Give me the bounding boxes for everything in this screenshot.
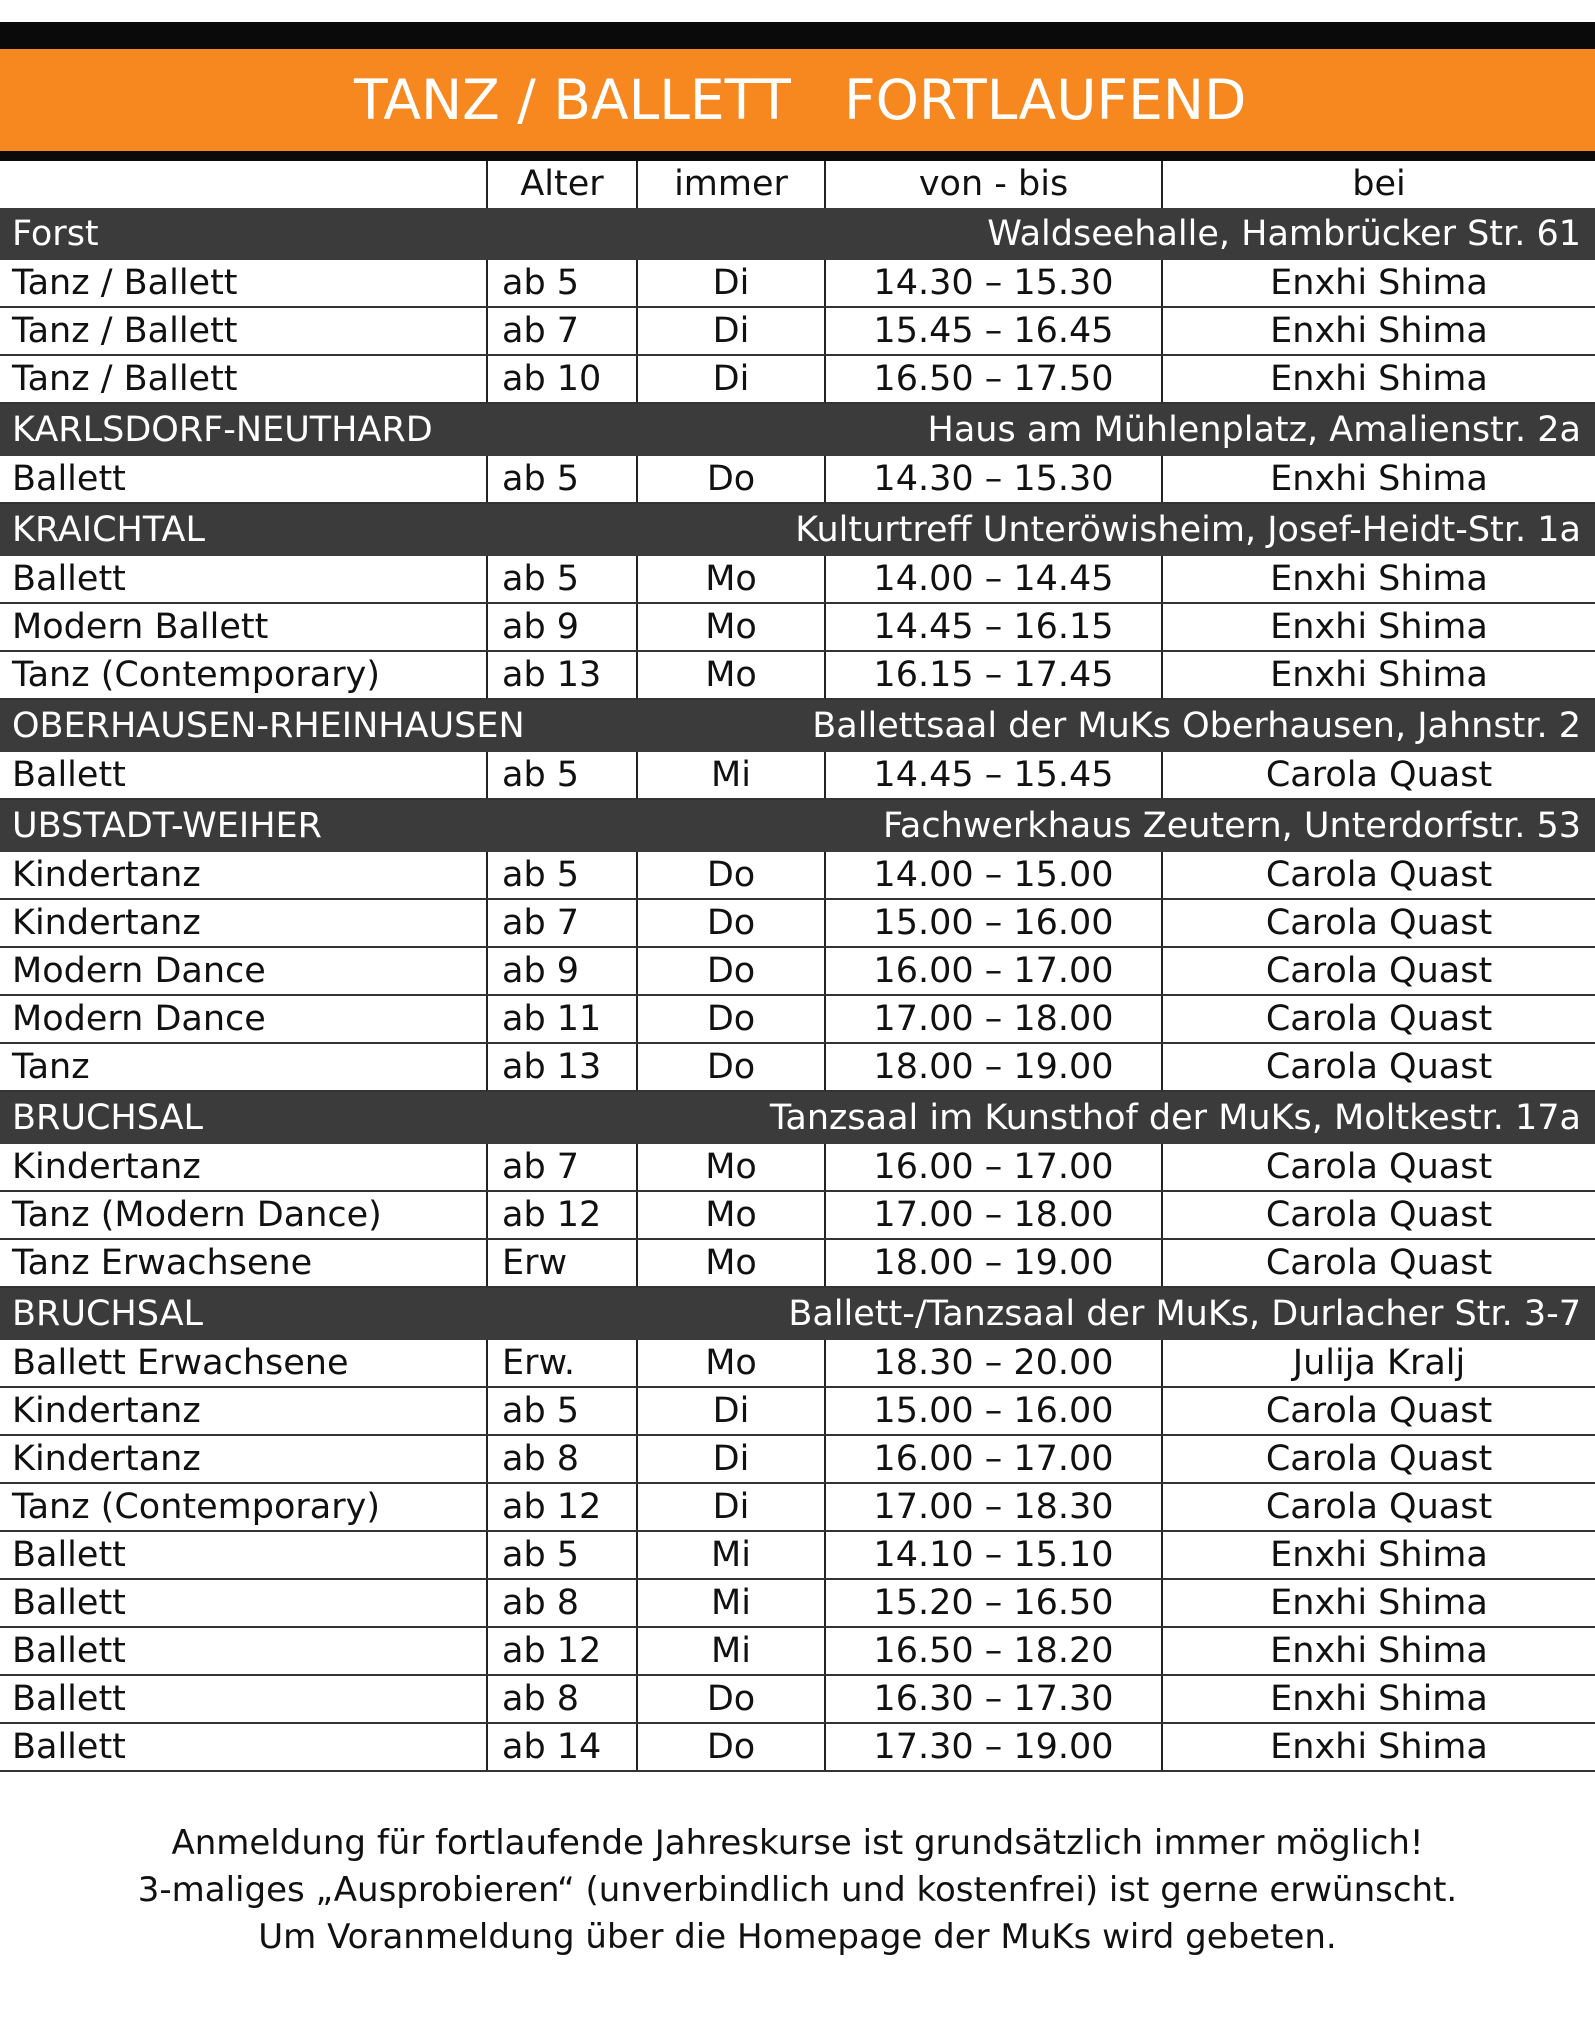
location-row [0,503,1595,556]
title-right: FORTLAUFEND [844,68,1247,132]
course-teacher: Carola Quast [1162,1043,1595,1091]
location-row [0,403,1595,456]
course-name: Ballett [0,1627,487,1675]
course-row [0,1483,1595,1531]
course-time: 18.30 – 20.00 [825,1340,1162,1387]
course-time: 14.45 – 16.15 [825,603,1162,651]
course-row [0,603,1595,651]
course-row [0,1144,1595,1191]
header-age: Alter [487,161,637,208]
course-row [0,1387,1595,1435]
course-name: Ballett [0,1675,487,1723]
course-row [0,260,1595,307]
course-age: ab 9 [487,947,637,995]
course-name: Tanz Erwachsene [0,1239,487,1287]
course-name: Ballett [0,1723,487,1771]
course-row [0,1627,1595,1675]
course-name: Ballett [0,1579,487,1627]
schedule-table [0,161,1595,1772]
course-teacher: Enxhi Shima [1162,1723,1595,1771]
course-row [0,651,1595,699]
course-day: Do [637,899,825,947]
course-name: Kindertanz [0,1435,487,1483]
course-name: Kindertanz [0,1144,487,1191]
course-age: ab 12 [487,1483,637,1531]
course-row [0,1579,1595,1627]
notes [0,1820,1595,1961]
course-day: Mi [637,752,825,799]
course-day: Mi [637,1531,825,1579]
course-name: Ballett Erwachsene [0,1340,487,1387]
course-age: ab 5 [487,752,637,799]
course-time: 16.15 – 17.45 [825,651,1162,699]
course-day: Di [637,260,825,307]
course-day: Mo [637,1144,825,1191]
course-teacher: Enxhi Shima [1162,556,1595,603]
course-age: ab 7 [487,1144,637,1191]
course-teacher: Carola Quast [1162,995,1595,1043]
course-name: Ballett [0,1531,487,1579]
course-name: Kindertanz [0,852,487,899]
course-teacher: Carola Quast [1162,1387,1595,1435]
course-age: ab 12 [487,1627,637,1675]
course-row [0,995,1595,1043]
course-day: Mo [637,1239,825,1287]
location-address: Waldseehalle, Hambrücker Str. 61 [637,208,1595,260]
note-line: 3-maliges „Ausprobieren“ (unverbindlich und kostenfrei) ist gerne erwünscht. [137,1870,1458,1910]
course-teacher: Enxhi Shima [1162,1531,1595,1579]
course-time: 17.00 – 18.00 [825,995,1162,1043]
note-line: Um Voranmeldung über die Homepage der MuKs wird gebeten. [258,1917,1337,1957]
course-time: 14.10 – 15.10 [825,1531,1162,1579]
course-name: Tanz [0,1043,487,1091]
course-age: ab 5 [487,1531,637,1579]
course-age: ab 5 [487,556,637,603]
course-age: ab 7 [487,307,637,355]
course-name: Tanz / Ballett [0,260,487,307]
course-day: Mo [637,1191,825,1239]
course-day: Di [637,307,825,355]
course-time: 14.30 – 15.30 [825,456,1162,503]
course-name: Modern Dance [0,947,487,995]
course-teacher: Carola Quast [1162,852,1595,899]
course-age: ab 5 [487,852,637,899]
course-day: Mo [637,603,825,651]
top-black-bar [0,22,1595,49]
course-day: Mo [637,651,825,699]
course-day: Do [637,1723,825,1771]
location-name: BRUCHSAL [0,1287,637,1340]
course-teacher: Enxhi Shima [1162,307,1595,355]
course-time: 14.45 – 15.45 [825,752,1162,799]
course-teacher: Carola Quast [1162,752,1595,799]
course-day: Mi [637,1579,825,1627]
course-age: ab 5 [487,260,637,307]
course-name: Kindertanz [0,1387,487,1435]
course-teacher: Carola Quast [1162,1435,1595,1483]
course-teacher: Enxhi Shima [1162,260,1595,307]
course-name: Kindertanz [0,899,487,947]
course-time: 16.50 – 18.20 [825,1627,1162,1675]
course-day: Do [637,852,825,899]
course-teacher: Enxhi Shima [1162,1579,1595,1627]
course-name: Tanz (Contemporary) [0,651,487,699]
course-time: 16.00 – 17.00 [825,1435,1162,1483]
schedule-body [0,161,1595,1771]
course-age: Erw [487,1239,637,1287]
location-address: Ballettsaal der MuKs Oberhausen, Jahnstr. 2 [637,699,1595,752]
course-age: ab 5 [487,1387,637,1435]
course-age: ab 13 [487,651,637,699]
course-day: Di [637,355,825,403]
course-row [0,752,1595,799]
location-name: KARLSDORF-NEUTHARD [0,403,637,456]
course-row [0,1435,1595,1483]
course-age: ab 8 [487,1675,637,1723]
header-day: immer [637,161,825,208]
title-left: TANZ / BALLETT [354,68,791,132]
location-name: UBSTADT-WEIHER [0,799,637,852]
location-name: BRUCHSAL [0,1091,637,1144]
course-age: ab 5 [487,456,637,503]
location-address: Ballett-/Tanzsaal der MuKs, Durlacher Str. 3-7 [637,1287,1595,1340]
course-teacher: Carola Quast [1162,1191,1595,1239]
course-time: 14.30 – 15.30 [825,260,1162,307]
header-course [0,161,487,208]
course-age: ab 7 [487,899,637,947]
location-name: OBERHAUSEN-RHEINHAUSEN [0,699,637,752]
course-teacher: Enxhi Shima [1162,1627,1595,1675]
course-teacher: Carola Quast [1162,947,1595,995]
location-name: KRAICHTAL [0,503,637,556]
course-teacher: Carola Quast [1162,1239,1595,1287]
banner-rule [0,151,1595,161]
course-time: 15.20 – 16.50 [825,1579,1162,1627]
course-teacher: Enxhi Shima [1162,603,1595,651]
course-teacher: Julija Kralj [1162,1340,1595,1387]
course-teacher: Carola Quast [1162,899,1595,947]
course-name: Tanz / Ballett [0,307,487,355]
course-time: 16.30 – 17.30 [825,1675,1162,1723]
course-name: Modern Ballett [0,603,487,651]
course-name: Tanz (Modern Dance) [0,1191,487,1239]
location-address: Fachwerkhaus Zeutern, Unterdorfstr. 53 [637,799,1595,852]
course-time: 17.00 – 18.30 [825,1483,1162,1531]
course-teacher: Enxhi Shima [1162,355,1595,403]
course-age: ab 9 [487,603,637,651]
course-age: ab 13 [487,1043,637,1091]
location-address: Kulturtreff Unteröwisheim, Josef-Heidt-Str. 1a [637,503,1595,556]
course-time: 15.00 – 16.00 [825,899,1162,947]
course-age: ab 12 [487,1191,637,1239]
course-age: ab 14 [487,1723,637,1771]
course-age: ab 10 [487,355,637,403]
course-time: 14.00 – 15.00 [825,852,1162,899]
course-time: 14.00 – 14.45 [825,556,1162,603]
course-day: Do [637,995,825,1043]
course-day: Mo [637,1340,825,1387]
course-row [0,947,1595,995]
course-day: Do [637,947,825,995]
course-row [0,1043,1595,1091]
header-row [0,161,1595,208]
course-name: Modern Dance [0,995,487,1043]
course-day: Di [637,1387,825,1435]
location-row [0,208,1595,260]
course-day: Di [637,1435,825,1483]
course-row [0,1675,1595,1723]
location-address: Haus am Mühlenplatz, Amalienstr. 2a [637,403,1595,456]
course-row [0,1531,1595,1579]
course-name: Ballett [0,752,487,799]
course-age: ab 8 [487,1579,637,1627]
course-row [0,852,1595,899]
course-time: 16.00 – 17.00 [825,1144,1162,1191]
course-time: 16.50 – 17.50 [825,355,1162,403]
course-teacher: Enxhi Shima [1162,1675,1595,1723]
course-row [0,556,1595,603]
course-row [0,899,1595,947]
course-time: 18.00 – 19.00 [825,1043,1162,1091]
header-time: von - bis [825,161,1162,208]
note-line: Anmeldung für fortlaufende Jahreskurse ist grundsätzlich immer möglich! [171,1823,1424,1863]
course-time: 15.45 – 16.45 [825,307,1162,355]
course-teacher: Enxhi Shima [1162,456,1595,503]
course-row [0,355,1595,403]
course-name: Tanz (Contemporary) [0,1483,487,1531]
course-day: Do [637,1043,825,1091]
course-teacher: Carola Quast [1162,1483,1595,1531]
course-age: ab 8 [487,1435,637,1483]
location-row [0,799,1595,852]
course-name: Ballett [0,456,487,503]
course-time: 18.00 – 19.00 [825,1239,1162,1287]
course-name: Tanz / Ballett [0,355,487,403]
course-row [0,1239,1595,1287]
course-teacher: Enxhi Shima [1162,651,1595,699]
course-day: Do [637,1675,825,1723]
course-time: 15.00 – 16.00 [825,1387,1162,1435]
course-time: 17.00 – 18.00 [825,1191,1162,1239]
course-age: ab 11 [487,995,637,1043]
course-teacher: Carola Quast [1162,1144,1595,1191]
course-time: 17.30 – 19.00 [825,1723,1162,1771]
location-row [0,1287,1595,1340]
course-day: Do [637,456,825,503]
course-day: Mi [637,1627,825,1675]
course-age: Erw. [487,1340,637,1387]
course-row [0,1723,1595,1771]
header-teacher: bei [1162,161,1595,208]
course-row [0,307,1595,355]
course-row [0,456,1595,503]
title-banner [0,49,1595,151]
course-name: Ballett [0,556,487,603]
course-row [0,1340,1595,1387]
location-name: Forst [0,208,637,260]
course-row [0,1191,1595,1239]
location-row [0,699,1595,752]
course-day: Mo [637,556,825,603]
location-row [0,1091,1595,1144]
course-day: Di [637,1483,825,1531]
location-address: Tanzsaal im Kunsthof der MuKs, Moltkestr. 17a [637,1091,1595,1144]
course-time: 16.00 – 17.00 [825,947,1162,995]
